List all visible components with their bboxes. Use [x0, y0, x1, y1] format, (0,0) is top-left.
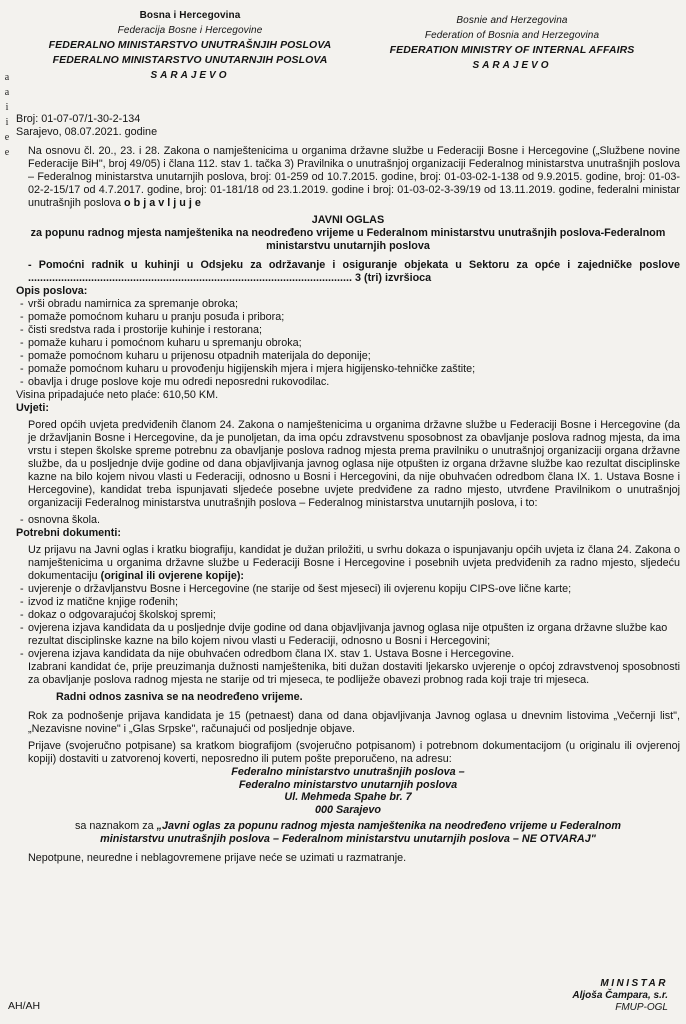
list-item: - izvod iz matične knjige rođenih; — [20, 596, 680, 609]
announces-label: o b j a v l j u j e — [124, 197, 201, 209]
announcement-subtitle: za popunu radnog mjesta namještenika na neodređeno vrijeme u Federalnom ministarstvu unutrašnjih poslova-Federalnom ministarstvu unutarnjih poslova — [30, 227, 666, 252]
employment-type: Radni odnos zasniva se na neodređeno vrijeme. — [56, 691, 303, 703]
city-name: SARAJEVO — [150, 70, 230, 81]
list-item: - uvjerenje o državljanstvu Bosne i Hercegovine (ne starije od šest mjeseci) ili ovjerenu kopiju CIPS-ove lične karte; — [20, 583, 680, 596]
document-date: Sarajevo, 08.07.2021. godine — [16, 126, 158, 138]
list-item: - pomaže pomoćnom kuharu u provođenju higijenskih mjera i mjera higijensko-tehničke zaštite; — [20, 363, 680, 376]
list-item: - obavlja i druge poslove koje mu odredi neposredni rukovodilac. — [20, 376, 680, 389]
envelope-note — [16, 820, 680, 846]
list-item: - vrši obradu namirnica za spremanje obroka; — [20, 298, 680, 311]
duties-list — [16, 298, 680, 389]
signatory-name: Aljoša Čampara, s.r. — [572, 990, 668, 1001]
city-name-en: SARAJEVO — [472, 60, 552, 71]
legal-basis-text: Na osnovu čl. 20., 23. i 28. Zakona o namještenicima u organima državne službe u Federaciji Bosne i Hercegovine („Službene novine Federacije BiH", broj 49/05) i člana 112. stav 1. tačka 3) Pravilnika o unutrašnjoj organizaciji Federalnog ministarstva unutrašnjih poslova – Federalnog ministarstva unutarnjih poslova, broj: 01-259 od 10.7.2015. godine, broj: 01-03-02-1-138 od 9.9.2015. godine, broj: 01-03-02-2-15/17 od 4.7.2017. godine, broj: 01-181/18 od 23.1.2019. godine i broj: 01-03-02-3-39/19 od 13.11.2019. godine, federalni ministar unutrašnjih poslova — [28, 145, 680, 209]
list-item: - ovjerena izjava kandidata da nije obuhvaćen odredbom člana IX. stav 1. Ustava Bosne i Hercegovine. — [20, 648, 680, 661]
envelope-note-text: „Javni oglas za popunu radnog mjesta namještenika na neodređeno vrijeme u Federalnom ministarstvu unutrašnjih poslova – Federalnom ministarstvu unutarnjih poslova – NE OTVARAJ" — [100, 820, 621, 845]
author-initials: AH/AH — [8, 1000, 41, 1012]
letterhead-right — [372, 13, 652, 73]
legal-basis — [16, 145, 680, 210]
address-line: Federalno ministarstvo unutrašnjih poslova – — [231, 766, 465, 778]
document-code: FMUP-OGL — [615, 1002, 668, 1013]
margin-char: e — [4, 132, 10, 143]
margin-char: a — [4, 72, 10, 83]
closing-text: Nepotpune, neuredne i neblagovremene prijave neće se uzimati u razmatranje. — [28, 852, 407, 864]
list-item: - ovjerena izjava kandidata da u posljednje dvije godine od dana objavljivanja javnog oglasa nije otpušten iz organa državne službe kao rezultat disciplinske kazne na bilo kojem nivou vlasti u Federaciji, odnosno u Bosni i Hercegovini; — [20, 622, 680, 648]
list-item: - pomaže pomoćnom kuharu u prijenosu otpadnih materijala do deponije; — [20, 350, 680, 363]
submission-address — [16, 766, 680, 816]
letterhead-left — [40, 8, 340, 83]
ministry-name: FEDERALNO MINISTARSTVO UNUTRAŠNJIH POSLOVA — [48, 39, 332, 51]
documents-heading: Potrebni dokumenti: — [16, 527, 121, 539]
entity-name: Federacija Bosne i Hercegovine — [117, 25, 263, 36]
submission-text: Prijave (svojeručno potpisane) sa kratkom biografijom (svojeručno potpisanom) i potrebnom dokumentacijom (u originalu ili ovjerenoj kopiji) dostaviti u zatvorenoj koverti, neposredno ili putem pošte preporučeno, na adresu: — [28, 740, 680, 765]
announcement-title: JAVNI OGLAS — [311, 214, 385, 226]
documents-list — [16, 583, 680, 661]
entity-name-en: Federation of Bosnia and Herzegovina — [424, 30, 600, 41]
documents-original-note: (original ili ovjerene kopije): — [100, 570, 245, 582]
list-item: - čisti sredstva rada i prostorije kuhinje i restorana; — [20, 324, 680, 337]
address-line: 000 Sarajevo — [314, 803, 382, 816]
conditions-text: Pored općih uvjeta predviđenih članom 24. Zakona o namještenicima u organima državne službe u Federaciji Bosne i Hercegovine (da je državljanin Bosne i Hercegovine, da je punoljetan, da ima opću zdravstvenu sposobnost za obavljanje poslova radnog mjesta, da ima vrstu i stepen školske spreme potrebnu za obavljanje poslova radnog mjesta prema pravilniku o unutrašnjoj organizaciji organa državne službe, da u posljednje dvije godine od dana objavljivanja javnog oglasa nije otpušten iz organa državne službe kao rezultat disciplinske kazne na bilo kojem nivou vlasti u Federaciji, odnosno u Bosni i Hercegovini, da nije obuhvaćen odredbom člana IX. 1. Ustava Bosne i Hercegovine), kandidat treba ispunjavati sljedeće posebne uvjete predviđene za radno mjesto, utvrđene Pravilnikom o unutrašnjoj organizaciji Federalnog ministarstva unutrašnjih poslova – Federalnog ministarstva unutarnjih poslova, i to: — [28, 419, 680, 509]
salary-line: Visina pripadajuće neto plaće: 610,50 KM. — [16, 389, 219, 401]
margin-char: a — [4, 87, 10, 98]
address-line: Ul. Mehmeda Spahe br. 7 — [284, 791, 412, 803]
document-number: Broj: 01-07-07/1-30-2-134 — [16, 113, 141, 125]
announcement-body — [16, 113, 680, 865]
margin-char: e — [4, 147, 10, 158]
duties-heading: Opis poslova: — [16, 285, 88, 297]
ministry-name-en: FEDERATION MINISTRY OF INTERNAL AFFAIRS — [389, 44, 635, 56]
letterhead — [0, 8, 686, 106]
medical-requirement: Izabrani kandidat će, prije preuzimanja dužnosti namještenika, biti dužan dostaviti ljekarsko uvjerenje o općoj zdravstvenoj sposobnosti za obavljanje poslova radnog mjesta ne starije od tri mjeseca, te podliježe obavezi probnog rada koji traje tri mjeseca. — [28, 661, 680, 686]
position-title: - Pomoćni radnik u kuhinji u Odsjeku za održavanje i osiguranje objekata u Sektoru za opće i zajedničke poslove ............................................................................................................ 3 (tri) izvršioca — [28, 259, 680, 284]
margin-char: i — [5, 102, 9, 113]
signature-block — [572, 978, 668, 1014]
documents-text — [16, 544, 680, 583]
list-item: - pomaže pomoćnom kuharu u pranju posuđa i pribora; — [20, 311, 680, 324]
list-item: - osnovna škola. — [20, 514, 680, 527]
signatory-role: MINISTAR — [600, 978, 668, 989]
documents-text-body: Uz prijavu na Javni oglas i kratku biografiju, kandidat je dužan priložiti, u svrhu dokaza o ispunjavanju općih uvjeta iz člana 24. Zakona o namještenicima u organima državne službe u Federaciji Bosne i Hercegovine i posebnih uvjeta predviđenih za radno mjesto, sljedeću dokumentaciju — [28, 544, 680, 582]
country-name: Bosna i Hercegovina — [139, 10, 241, 21]
country-name-en: Bosnie and Herzegovina — [456, 15, 568, 26]
ministry-name-alt: FEDERALNO MINISTARSTVO UNUTARNJIH POSLOVA — [52, 54, 328, 66]
margin-char: i — [5, 117, 9, 128]
deadline-text: Rok za podnošenje prijava kandidata je 15 (petnaest) dana od dana objavljivanja Javnog oglasa u dnevnim listovima „Večernji list", „Nezavisne novine" i „Glas Srpske", računajući od posljednje objave. — [28, 710, 680, 735]
envelope-note-prefix: sa naznakom za — [74, 820, 154, 832]
list-item: - pomaže kuharu i pomoćnom kuharu u spremanju obroka; — [20, 337, 680, 350]
conditions-list — [16, 514, 680, 527]
list-item: - dokaz o odgovarajućoj školskoj spremi; — [20, 609, 680, 622]
conditions-heading: Uvjeti: — [16, 402, 49, 414]
address-line: Federalno ministarstvo unutarnjih poslova — [238, 778, 458, 791]
